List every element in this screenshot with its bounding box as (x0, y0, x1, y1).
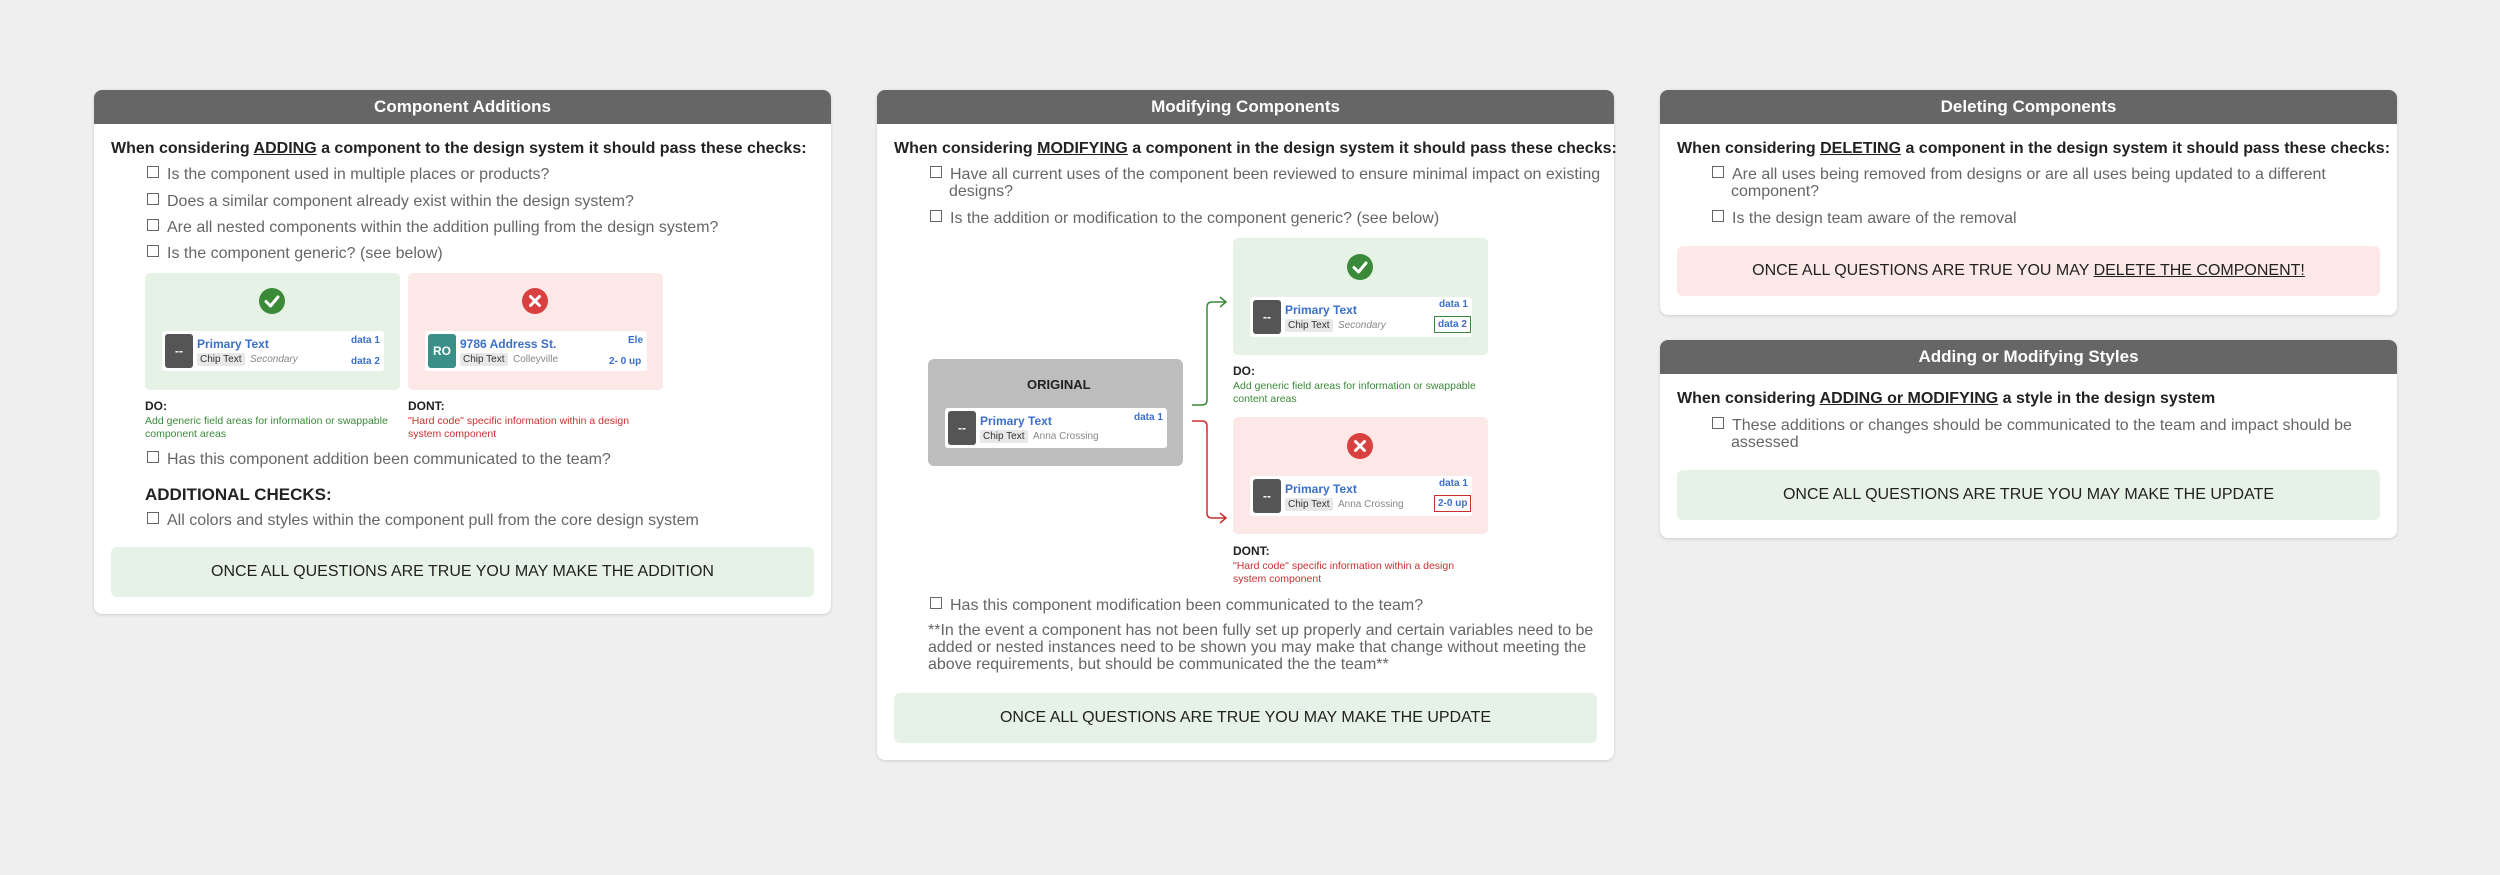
checkbox-icon[interactable] (930, 210, 942, 222)
chip: Chip Text (980, 430, 1028, 443)
check-circle-icon (259, 288, 285, 314)
chip: Chip Text (1285, 319, 1333, 332)
modifying-check-1[interactable]: Have all current uses of the component been reviewed to ensure minimal impact on existing designs? (930, 166, 1609, 200)
styles-check-1[interactable]: These additions or changes should be communicated to the team and impact should be assessed (1712, 417, 2401, 451)
data-label-2: data 2 (1434, 316, 1471, 333)
styles-banner: ONCE ALL QUESTIONS ARE TRUE YOU MAY MAKE THE UPDATE (1677, 470, 2380, 520)
additions-check-1[interactable]: Is the component used in multiple places or products? (147, 166, 549, 184)
avatar: -- (1253, 479, 1281, 513)
modifying-banner: ONCE ALL QUESTIONS ARE TRUE YOU MAY MAKE THE UPDATE (894, 693, 1597, 743)
data-label-2: data 2 (351, 356, 380, 367)
do-label: DO: (145, 399, 167, 413)
dont-note: "Hard code" specific information within a design system component (408, 415, 630, 440)
x-circle-icon (522, 288, 548, 314)
additions-check-2[interactable]: Does a similar component already exist within the design system? (147, 193, 634, 211)
additions-intro: When considering ADDING a component to the design system it should pass these checks: (111, 140, 807, 157)
additions-title: Component Additions (94, 90, 831, 124)
additional-checks-heading: ADDITIONAL CHECKS: (145, 485, 332, 504)
secondary-text: Secondary (250, 354, 298, 365)
primary-text: Primary Text (980, 414, 1052, 428)
generic-list-item (162, 331, 384, 371)
additions-communicated-check[interactable]: Has this component addition been communicated to the team? (147, 451, 611, 469)
checkbox-icon[interactable] (147, 219, 159, 231)
data-label-2: 2- 0 up (609, 356, 642, 367)
data-label-2: 2-0 up (1434, 495, 1471, 512)
additions-keyword: ADDING (253, 140, 317, 157)
avatar: RO (428, 334, 456, 368)
modifying-footnote: **In the event a component has not been fully set up properly and certain variables need to be added or nested instances need to be shown you may make that change without meeting the above requirements, but should be communicated the the team** (928, 622, 1594, 673)
do-label: DO: (1233, 364, 1255, 378)
avatar: -- (165, 334, 193, 368)
data-label-1: data 1 (351, 335, 380, 346)
secondary-text: Secondary (1338, 320, 1386, 331)
deleting-keyword: DELETING (1820, 140, 1902, 157)
deleting-check-1[interactable]: Are all uses being removed from designs or are all uses being updated to a different component? (1712, 166, 2401, 200)
x-circle-icon (1347, 433, 1373, 459)
generic-list-item (1250, 297, 1472, 337)
data-label-1: data 1 (1439, 478, 1468, 489)
checkbox-icon[interactable] (1712, 417, 1724, 429)
modifying-title: Modifying Components (877, 90, 1614, 124)
styles-keyword: ADDING or MODIFYING (1819, 390, 1999, 407)
primary-text: 9786 Address St. (460, 337, 557, 351)
styles-intro: When considering ADDING or MODIFYING a style in the design system (1677, 390, 2216, 407)
secondary-text: Anna Crossing (1033, 431, 1099, 442)
do-note: Add generic field areas for information or swappable component areas (145, 415, 388, 440)
avatar: -- (948, 411, 976, 445)
deleting-title: Deleting Components (1660, 90, 2397, 124)
additions-banner: ONCE ALL QUESTIONS ARE TRUE YOU MAY MAKE THE ADDITION (111, 547, 814, 597)
deleting-intro: When considering DELETING a component in the design system it should pass these checks: (1677, 140, 2391, 157)
hardcoded-list-item (425, 331, 647, 371)
checkbox-icon[interactable] (147, 451, 159, 463)
secondary-text: Colleyville (513, 354, 559, 365)
chip: Chip Text (460, 353, 508, 366)
hardcoded-list-item (1250, 476, 1472, 516)
secondary-text: Anna Crossing (1338, 499, 1404, 510)
additions-check-3[interactable]: Are all nested components within the addition pulling from the design system? (147, 219, 718, 237)
checkbox-icon[interactable] (1712, 166, 1724, 178)
check-circle-icon (1347, 254, 1373, 280)
checkbox-icon[interactable] (1712, 210, 1724, 222)
deleting-check-2[interactable]: Is the design team aware of the removal (1712, 210, 2017, 228)
dont-label: DONT: (408, 399, 445, 413)
modifying-communicated-check[interactable]: Has this component modification been communicated to the team? (930, 597, 1423, 615)
styles-title: Adding or Modifying Styles (1660, 340, 2397, 374)
chip: Chip Text (197, 353, 245, 366)
avatar: -- (1253, 300, 1281, 334)
original-list-item (945, 408, 1167, 448)
checkbox-icon[interactable] (147, 512, 159, 524)
modifying-check-2[interactable]: Is the addition or modification to the component generic? (see below) (930, 210, 1439, 228)
modifying-keyword: MODIFYING (1037, 140, 1128, 157)
delete-keyword: DELETE THE COMPONENT! (2093, 262, 2305, 279)
data-label-1: data 1 (1134, 412, 1163, 423)
checkbox-icon[interactable] (930, 166, 942, 178)
checkbox-icon[interactable] (930, 597, 942, 609)
primary-text: Primary Text (197, 337, 269, 351)
checkbox-icon[interactable] (147, 193, 159, 205)
additions-additional-check[interactable]: All colors and styles within the component pull from the core design system (147, 512, 699, 530)
arrow-icon (1185, 295, 1230, 525)
additions-check-4[interactable]: Is the component generic? (see below) (147, 245, 443, 263)
original-label: ORIGINAL (1027, 377, 1091, 392)
deleting-banner: ONCE ALL QUESTIONS ARE TRUE YOU MAY DELETE THE COMPONENT! (1677, 246, 2380, 296)
checkbox-icon[interactable] (147, 245, 159, 257)
data-label-1: Ele (628, 335, 644, 346)
checkbox-icon[interactable] (147, 166, 159, 178)
dont-note: "Hard code" specific information within a design system component (1233, 560, 1455, 585)
do-note: Add generic field areas for information or swappable content areas (1233, 380, 1476, 405)
dont-label: DONT: (1233, 544, 1270, 558)
primary-text: Primary Text (1285, 303, 1357, 317)
primary-text: Primary Text (1285, 482, 1357, 496)
data-label-1: data 1 (1439, 299, 1468, 310)
chip: Chip Text (1285, 498, 1333, 511)
modifying-intro: When considering MODIFYING a component in the design system it should pass these checks: (894, 140, 1617, 157)
